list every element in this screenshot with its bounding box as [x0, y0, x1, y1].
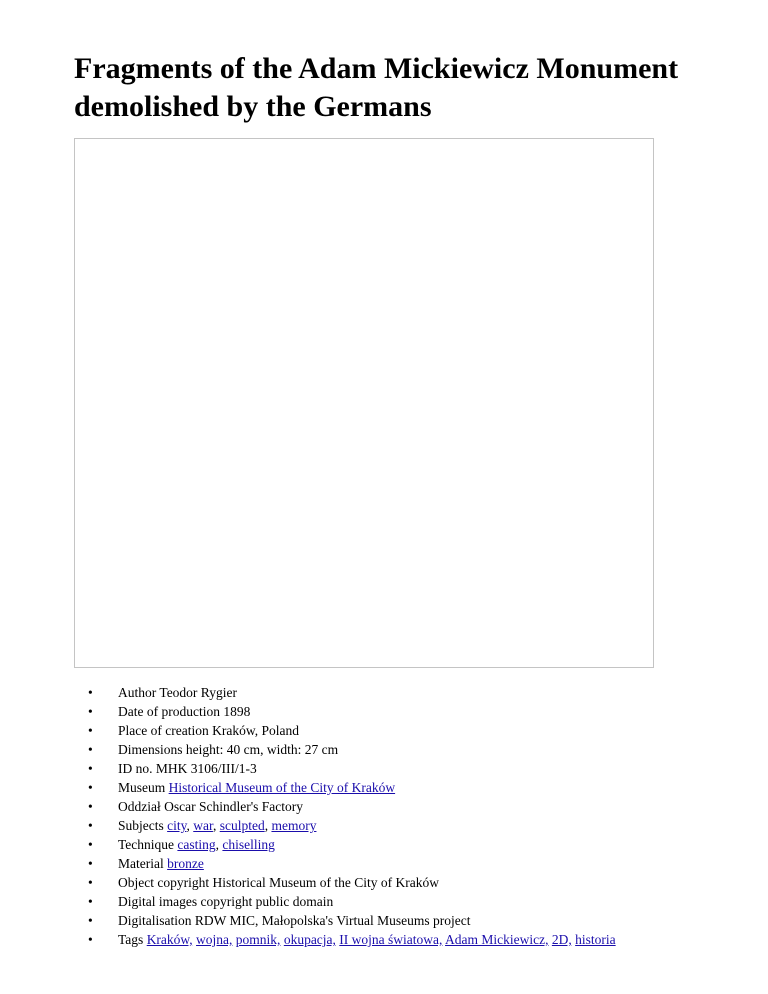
link-sculpted[interactable]: sculpted — [219, 818, 265, 833]
detail-date — [88, 702, 616, 721]
link-city[interactable]: city — [167, 818, 187, 833]
detail-museum — [88, 778, 616, 797]
detail-material — [88, 854, 616, 873]
link-bronze[interactable]: bronze — [167, 856, 204, 871]
detail-tags — [88, 930, 616, 949]
artwork-image-placeholder — [74, 138, 654, 668]
link-memory[interactable]: memory — [271, 818, 317, 833]
detail-branch — [88, 797, 616, 816]
detail-value: Historical Museum of the City of Kraków — [212, 875, 439, 890]
tag-link[interactable]: Adam Mickiewicz, — [445, 932, 549, 947]
detail-place — [88, 721, 616, 740]
detail-value: Teodor Rygier — [159, 685, 238, 700]
detail-label: Digitalisation — [118, 913, 192, 928]
detail-links: casting, chiselling — [177, 837, 275, 852]
detail-value: Kraków, Poland — [212, 723, 299, 738]
detail-value: height: 40 cm, width: 27 cm — [185, 742, 339, 757]
detail-id — [88, 759, 616, 778]
tag-link[interactable]: wojna, — [196, 932, 233, 947]
detail-label: Material — [118, 856, 164, 871]
detail-label: Oddział — [118, 799, 161, 814]
detail-label: Author — [118, 685, 157, 700]
tag-link[interactable]: historia — [575, 932, 616, 947]
tag-link[interactable]: Kraków, — [146, 932, 193, 947]
detail-value: Oscar Schindler's Factory — [164, 799, 304, 814]
tag-link[interactable]: pomnik, — [235, 932, 281, 947]
detail-image-copyright — [88, 892, 616, 911]
tag-link[interactable]: II wojna światowa, — [339, 932, 443, 947]
detail-tag-links — [147, 932, 616, 947]
detail-label: ID no. — [118, 761, 153, 776]
detail-digitalisation — [88, 911, 616, 930]
detail-label: Place of creation — [118, 723, 209, 738]
detail-technique — [88, 835, 616, 854]
detail-label: Museum — [118, 780, 166, 795]
detail-links: city, war, sculpted, memory — [167, 818, 317, 833]
link-casting[interactable]: casting — [177, 837, 216, 852]
detail-label: Digital images copyright — [118, 894, 253, 909]
detail-label: Date of production — [118, 704, 220, 719]
detail-subjects — [88, 816, 616, 835]
page-title: Fragments of the Adam Mickiewicz Monument demolished by the Germans — [74, 52, 679, 123]
detail-label: Technique — [118, 837, 175, 852]
detail-links — [167, 856, 204, 871]
detail-label: Subjects — [118, 818, 164, 833]
link-war[interactable]: war — [193, 818, 213, 833]
detail-label: Dimensions — [118, 742, 183, 757]
detail-value: 1898 — [223, 704, 251, 719]
object-details-list — [88, 683, 616, 949]
tag-link[interactable]: okupacja, — [283, 932, 336, 947]
tag-link[interactable]: 2D, — [551, 932, 572, 947]
detail-dimensions — [88, 740, 616, 759]
detail-value: public domain — [255, 894, 334, 909]
detail-object-copyright — [88, 873, 616, 892]
detail-value: MHK 3106/III/1-3 — [155, 761, 257, 776]
link-chiselling[interactable]: chiselling — [222, 837, 275, 852]
detail-links — [169, 780, 395, 795]
link-historical-museum-of-the-city-of-kraków[interactable]: Historical Museum of the City of Kraków — [168, 780, 396, 795]
detail-label: Tags — [118, 932, 144, 947]
detail-author — [88, 683, 616, 702]
detail-label: Object copyright — [118, 875, 210, 890]
detail-value: RDW MIC, Małopolska's Virtual Museums project — [194, 913, 471, 928]
